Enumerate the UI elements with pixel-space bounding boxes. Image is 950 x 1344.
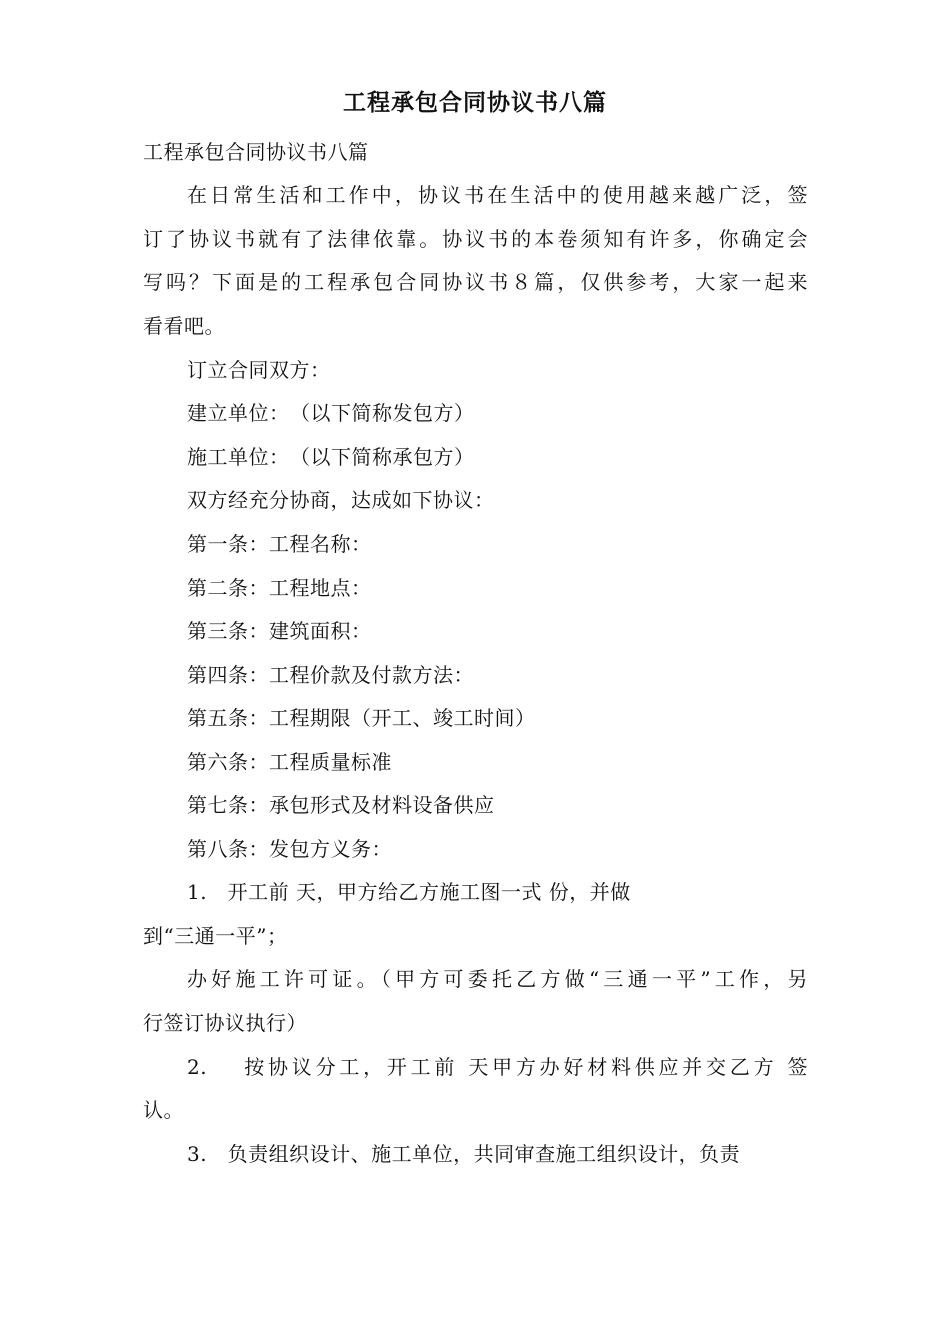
clause-line: 第八条：发包方义务： (187, 837, 392, 861)
paragraph-line: 行签订协议执行） (143, 1011, 307, 1035)
clause-line: 第二条：工程地点： (187, 576, 372, 600)
doc-subtitle: 工程承包合同协议书八篇 (143, 140, 369, 164)
clause-line: 第一条：工程名称： (187, 532, 372, 556)
paragraph-line: 看看吧。 (143, 314, 225, 338)
clause-line: 第六条：工程质量标准 (187, 750, 392, 774)
clause-line: 第三条：建筑面积： (187, 619, 372, 643)
paragraph-line: 订了协议书就有了法律依靠。协议书的本卷须知有许多，你确定会 (143, 227, 808, 251)
document-title: 工程承包合同协议书八篇 (343, 90, 607, 116)
paragraph-line: 3. 负责组织设计、施工单位，共同审查施工组织设计，负责 (187, 1142, 741, 1166)
clause-line: 第四条：工程价款及付款方法： (187, 663, 474, 687)
paragraph-line: 到“三通一平”； (143, 924, 288, 948)
clause-line: 第七条：承包形式及材料设备供应 (187, 793, 495, 817)
paragraph-line: 在日常生活和工作中，协议书在生活中的使用越来越广泛，签 (187, 183, 808, 207)
paragraph-line: 1. 开工前 天，甲方给乙方施工图一式 份，并做 (187, 880, 631, 904)
paragraph-line: 2. 按协议分工，开工前 天甲方办好材料供应并交乙方 签 (187, 1055, 808, 1079)
paragraph-line: 订立合同双方： (187, 358, 331, 382)
paragraph-line: 双方经充分协商，达成如下协议： (187, 488, 495, 512)
paragraph-line: 办好施工许可证。（甲方可委托乙方做“三通一平”工作，另 (187, 967, 808, 991)
paragraph-line: 认。 (143, 1098, 184, 1122)
paragraph-line: 施工单位： （以下简称承包方） (187, 445, 475, 469)
paragraph-line: 写吗？下面是的工程承包合同协议书８篇，仅供参考，大家一起来 (143, 270, 808, 294)
clause-line: 第五条：工程期限（开工、竣工时间） (187, 706, 536, 730)
paragraph-line: 建立单位： （以下简称发包方） (187, 401, 475, 425)
